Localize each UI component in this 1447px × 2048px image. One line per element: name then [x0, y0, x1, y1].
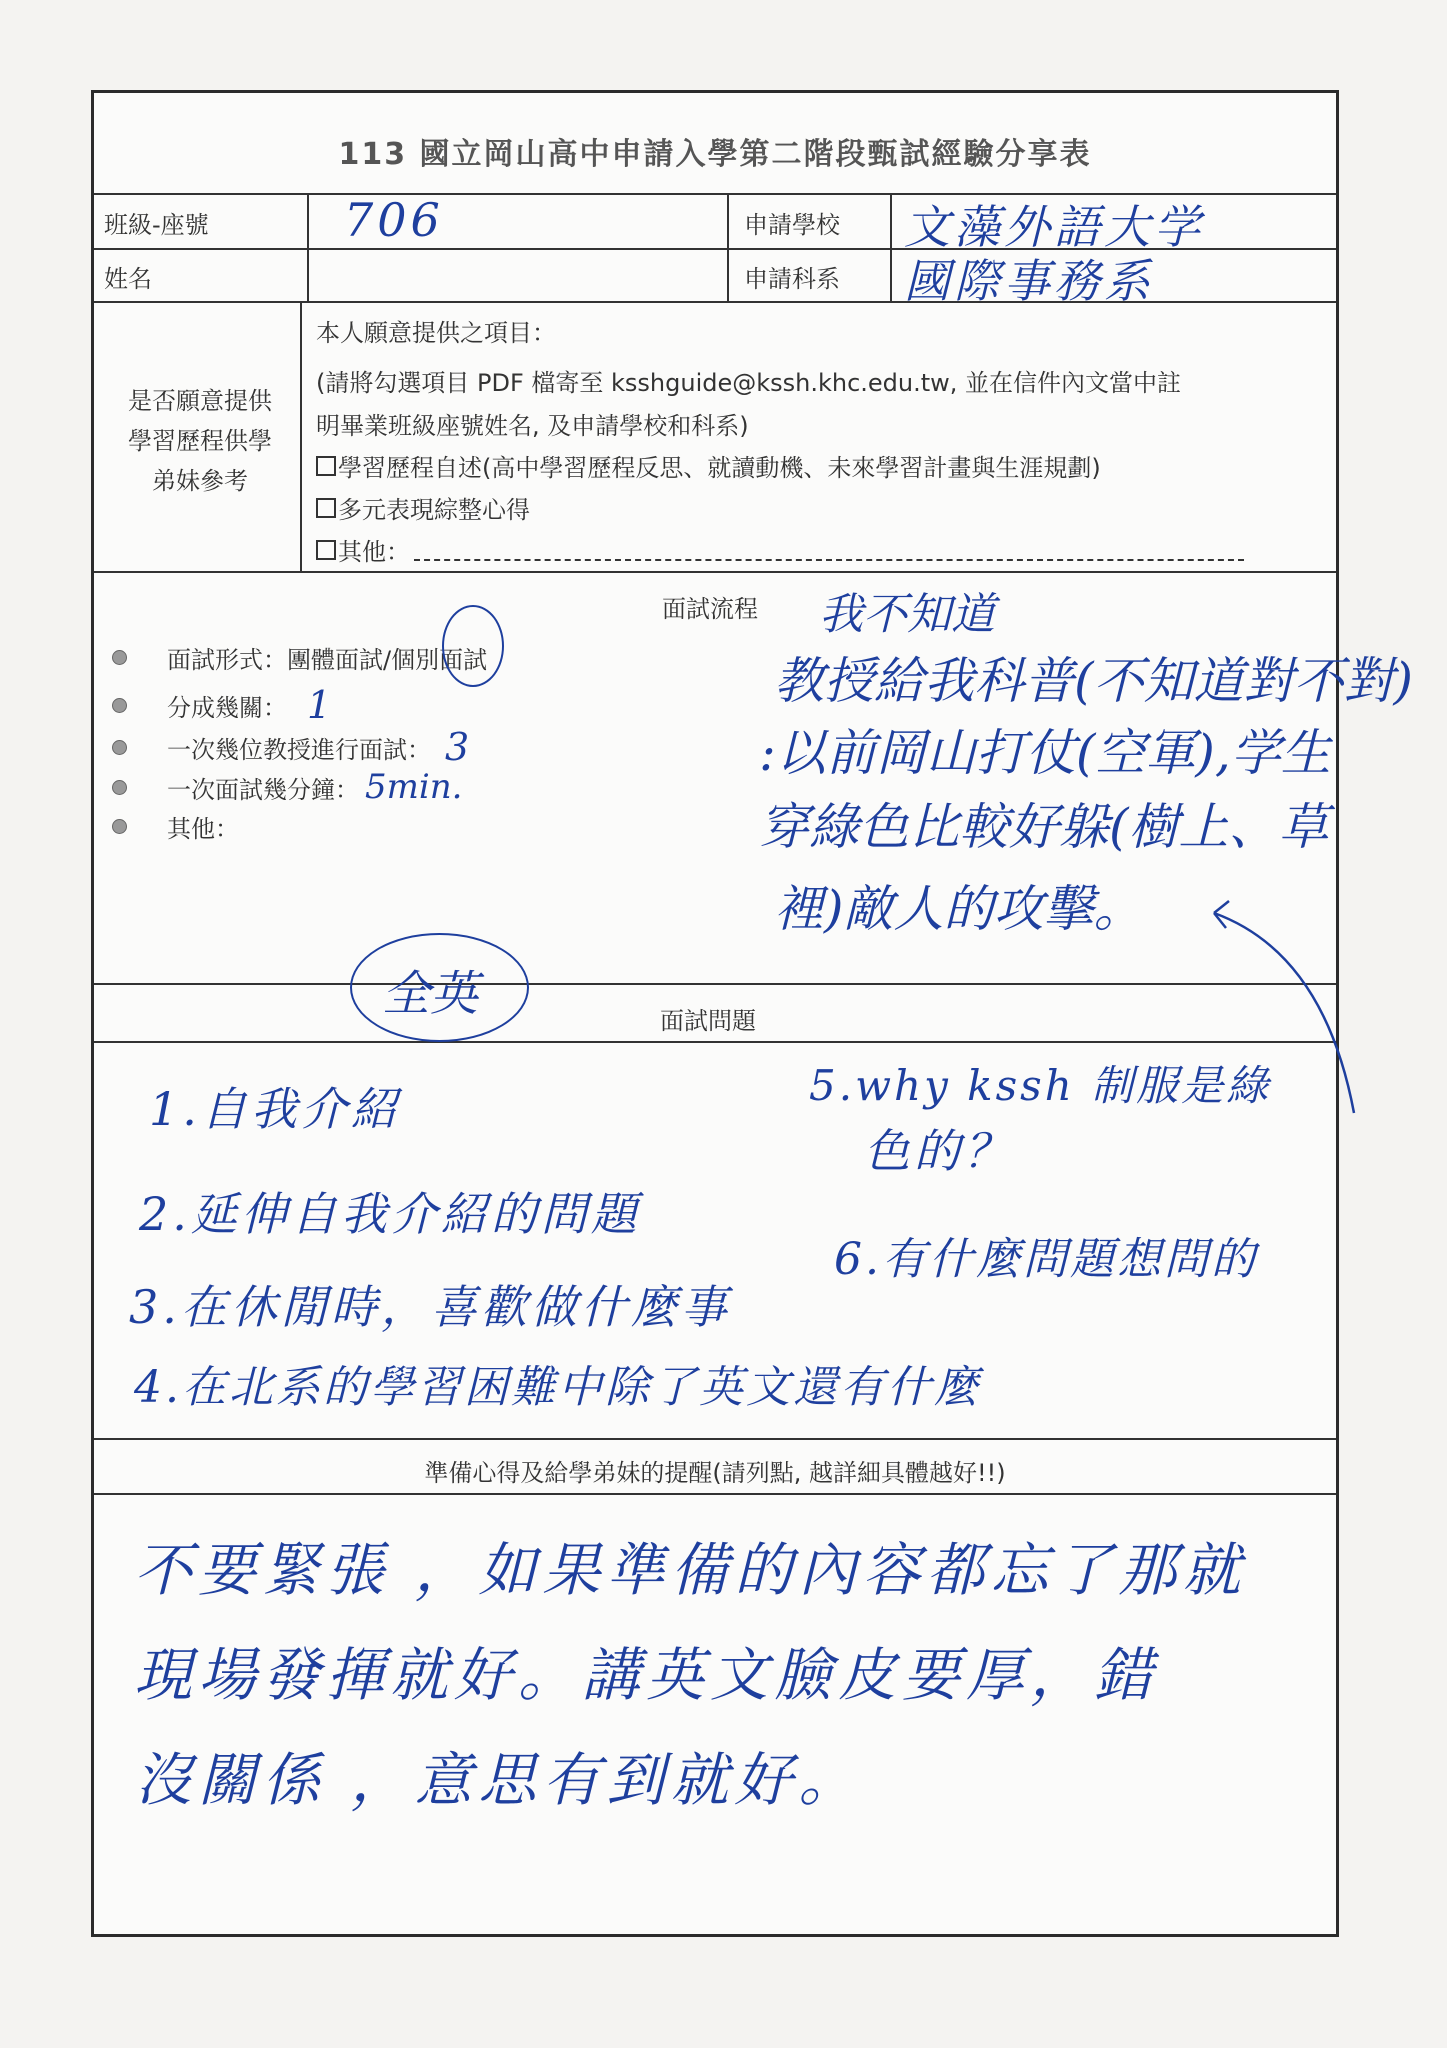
dept-value: 國際事務系: [904, 254, 1154, 308]
bullet-icon: [112, 650, 127, 665]
checkbox[interactable]: [316, 540, 336, 560]
share-heading: 本人願意提供之項目：: [316, 319, 556, 347]
process-item: [112, 809, 245, 844]
process-note: 我不知道: [819, 589, 995, 640]
selection-circle-icon: [442, 605, 504, 687]
process-item-value: 5min.: [365, 767, 463, 807]
bullet-icon: [112, 740, 127, 755]
form-title: 113 國立岡山高中申請入學第二階段甄試經驗分享表: [338, 137, 1092, 172]
question-item: 5.why kssh 制服是綠: [809, 1061, 1272, 1110]
process-note: 裡)敵人的攻擊。: [774, 880, 1144, 938]
question-item: 2.延伸自我介紹的問題: [139, 1187, 641, 1241]
process-item-label: 面試形式：團體面試/個別面試: [167, 646, 488, 674]
option-label: 多元表現綜整心得: [338, 496, 530, 524]
bullet-icon: [112, 780, 127, 795]
process-item: [112, 767, 462, 807]
share-left-label-line: 弟妹參考: [152, 467, 248, 495]
option-multi-performance[interactable]: [316, 490, 530, 525]
process-item-value: 1: [307, 683, 332, 727]
process-item: [112, 640, 487, 675]
rule: [94, 571, 1336, 573]
question-item: 4.在北系的學習困難中除了英文還有什麼: [134, 1362, 981, 1413]
circled-note: 全英: [382, 966, 479, 1022]
option-label: 其他：: [338, 538, 410, 566]
option-portfolio[interactable]: [316, 448, 1101, 483]
process-item-label: 一次面試幾分鐘：: [167, 775, 359, 804]
process-item-label: 其他：: [167, 815, 239, 843]
bullet-icon: [112, 819, 127, 834]
question-item: 色的？: [864, 1124, 1014, 1178]
school-value: 文藻外語大学: [904, 200, 1204, 254]
share-left-label-line: 學習歷程供學: [128, 427, 272, 455]
class-seat-label: 班級-座號: [104, 211, 209, 239]
process-item: [112, 683, 331, 727]
dept-label: 申請科系: [744, 265, 840, 293]
class-seat-value: 706: [344, 193, 444, 247]
questions-title: 面試問題: [660, 1007, 756, 1035]
rule: [94, 1493, 1336, 1495]
question-item: 1.自我介紹: [149, 1082, 401, 1136]
checkbox[interactable]: [316, 456, 336, 476]
process-note: 教授給我科普(不知道對不對): [774, 652, 1414, 710]
rule: [727, 193, 729, 301]
name-label: 姓名: [104, 265, 152, 293]
process-note: 穿綠色比較好躲(樹上、草: [759, 798, 1329, 856]
share-instruction: 明畢業班級座號姓名, 及申請學校和科系): [316, 412, 749, 440]
process-item-label: 分成幾關：: [167, 693, 287, 722]
advice-line: 現場發揮就好。講英文臉皮要厚，錯: [134, 1641, 1159, 1709]
process-note: :以前岡山打仗(空軍),学生: [759, 724, 1331, 782]
share-left-label-line: 是否願意提供: [128, 387, 272, 415]
school-label: 申請學校: [744, 211, 840, 239]
rule: [890, 193, 892, 301]
option-other[interactable]: [316, 532, 1244, 567]
process-item-value: 3: [445, 725, 470, 769]
process-title: 面試流程: [662, 595, 758, 623]
rule: [300, 301, 302, 571]
rule: [94, 983, 1336, 985]
question-item: 6.有什麼問題想問的: [834, 1234, 1258, 1285]
share-instruction: (請將勾選項目 PDF 檔寄至 ksshguide@kssh.khc.edu.tw, 並在信件內文當中註: [316, 369, 1182, 397]
rule: [94, 1438, 1336, 1440]
advice-line: 沒關係 ，意思有到就好。: [134, 1746, 863, 1814]
question-item: 3.在休閒時，喜歡做什麼事: [129, 1280, 731, 1334]
fill-in-line: [414, 539, 1244, 561]
advice-line: 不要緊張 ，如果準備的內容都忘了那就: [134, 1536, 1247, 1604]
rule: [94, 1041, 1336, 1043]
share-left-label: [106, 381, 294, 501]
checkbox[interactable]: [316, 498, 336, 518]
bullet-icon: [112, 698, 127, 713]
rule: [307, 193, 309, 301]
form-sheet: [91, 90, 1414, 1937]
process-item: [112, 725, 469, 769]
option-label: 學習歷程自述(高中學習歷程反思、就讀動機、未來學習計畫與生涯規劃): [338, 454, 1101, 482]
process-item-label: 一次幾位教授進行面試：: [167, 735, 431, 764]
advice-title: 準備心得及給學弟妹的提醒(請列點, 越詳細具體越好!!): [424, 1459, 1006, 1487]
